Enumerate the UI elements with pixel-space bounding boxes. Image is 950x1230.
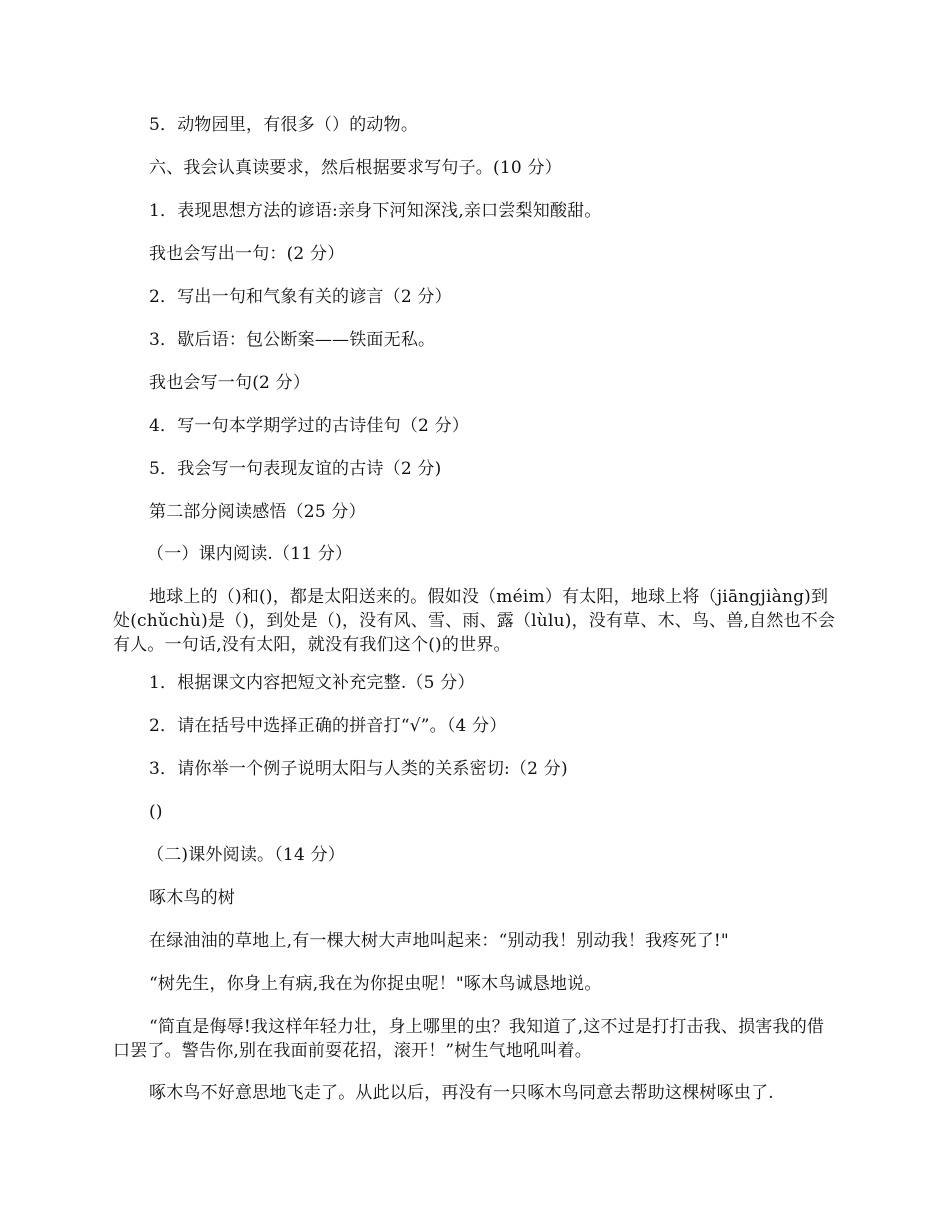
prompt-write-xiehouyu: 我也会写一句(2 分） bbox=[149, 373, 311, 393]
prompt-write-one: 我也会写出一句：(2 分） bbox=[149, 244, 345, 264]
question-2-weather: 2．写出一句和气象有关的谚言（2 分） bbox=[149, 287, 452, 307]
reading-passage-sun: 地球上的（)和()，都是太阳送来的。假如没（méim）有太阳，地球上将（jiāngjiàng)到处(chǔchù)是（)，到处是（)，没有风、雪、雨、露（lùlu)，没有草、木、鸟、兽,自然也不会有人。一句话,没有太阳，就没有我们这个()的世界。 bbox=[113, 587, 836, 655]
story-title: 啄木鸟的树 bbox=[149, 888, 235, 908]
story-para-3: “简直是侮辱!我这样年轻力壮，身上哪里的虫？我知道了,这不过是打打击我、损害我的借口罢了。警告你,别在我面前耍花招，滚开！”树生气地吼叫着。 bbox=[113, 1017, 825, 1061]
reading-question-2: 2．请在括号中选择正确的拼音打“√”。（4 分） bbox=[149, 716, 507, 736]
question-1-proverb: 1．表现思想方法的谚语:亲身下河知深浅,亲口尝梨知酸甜。 bbox=[149, 201, 602, 221]
reading-question-3: 3．请你举一个例子说明太阳与人类的关系密切:（2 分) bbox=[149, 759, 568, 779]
subsection-1-heading: （一）课内阅读.（11 分） bbox=[147, 544, 353, 564]
part-2-heading: 第二部分阅读感悟（25 分） bbox=[149, 502, 366, 522]
story-para-4: 啄木鸟不好意思地飞走了。从此以后，再没有一只啄木鸟同意去帮助这棵树啄虫了. bbox=[149, 1083, 774, 1103]
question-5-friendship: 5．我会写一句表现友谊的古诗（2 分) bbox=[149, 459, 442, 479]
story-para-2: “树先生，你身上有病,我在为你捉虫呢！"啄木鸟诚恳地说。 bbox=[149, 974, 602, 994]
answer-blank: () bbox=[149, 802, 163, 822]
question-5-zoo: 5．动物园里，有很多（）的动物。 bbox=[149, 115, 419, 135]
subsection-2-heading: （二)课外阅读。（14 分） bbox=[147, 845, 345, 865]
reading-question-1: 1．根据课文内容把短文补充完整.（5 分） bbox=[149, 673, 475, 693]
question-4-poem: 4．写一句本学期学过的古诗佳句（2 分） bbox=[149, 416, 470, 436]
question-3-xiehouyu: 3．歇后语：包公断案——铁面无私。 bbox=[149, 330, 436, 350]
story-para-1: 在绿油油的草地上,有一棵大树大声地叫起来：“别动我！别动我！我疼死了!" bbox=[149, 931, 729, 951]
section-6-heading: 六、我会认真读要求，然后根据要求写句子。(10 分） bbox=[149, 158, 562, 178]
